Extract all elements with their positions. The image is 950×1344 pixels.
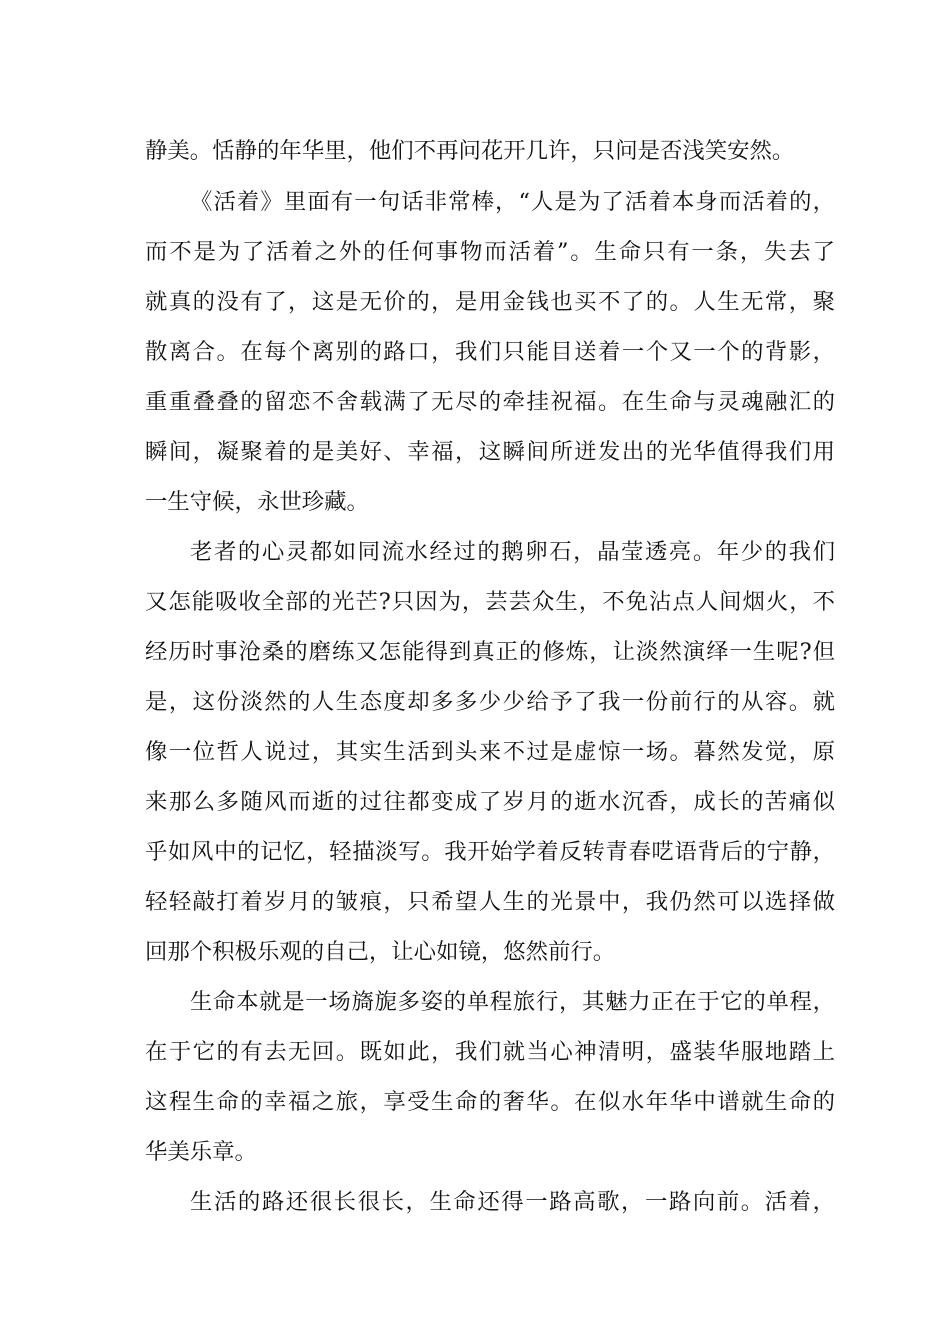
paragraph-first-line: 生命本就是一场旖旎多姿的单程旅行，其魅力正在于它的单程， xyxy=(190,989,835,1015)
text-line: 像一位哲人说过，其实生活到头来不过是虚惊一场。暮然发觉，原 xyxy=(145,739,835,765)
text-line: 经历时事沧桑的磨练又怎能得到真正的修炼，让淡然演绎一生呢?但 xyxy=(145,639,835,665)
text-line: 轻轻敲打着岁月的皱痕，只希望人生的光景中，我仍然可以选择做 xyxy=(145,889,835,915)
text-line: 静美。恬静的年华里，他们不再问花开几许，只问是否浅笑安然。 xyxy=(145,138,795,164)
text-line: 乎如风中的记忆，轻描淡写。我开始学着反转青春呓语背后的宁静， xyxy=(145,839,835,865)
text-line: 回那个积极乐观的自己，让心如镜，悠然前行。 xyxy=(145,939,616,965)
text-line: 重重叠叠的留恋不舍载满了无尽的牵挂祝福。在生命与灵魂融汇的 xyxy=(145,389,835,415)
text-line: 而不是为了活着之外的任何事物而活着”。生命只有一条，失去了 xyxy=(145,239,835,265)
paragraph-first-line: 生活的路还很长很长，生命还得一路高歌，一路向前。活着， xyxy=(190,1189,835,1215)
paragraph-first-line: 老者的心灵都如同流水经过的鹅卵石，晶莹透亮。年少的我们 xyxy=(190,539,835,565)
text-line: 来那么多随风而逝的过往都变成了岁月的逝水沉香，成长的苦痛似 xyxy=(145,789,835,815)
text-line: 这程生命的幸福之旅，享受生命的奢华。在似水年华中谱就生命的 xyxy=(145,1089,835,1115)
text-line: 又怎能吸收全部的光芒?只因为，芸芸众生，不免沾点人间烟火，不 xyxy=(145,589,835,615)
text-line: 华美乐章。 xyxy=(145,1139,257,1165)
text-line: 在于它的有去无回。既如此，我们就当心神清明，盛装华服地踏上 xyxy=(145,1039,835,1065)
text-line: 散离合。在每个离别的路口，我们只能目送着一个又一个的背影， xyxy=(145,339,835,365)
text-line: 一生守候，永世珍藏。 xyxy=(145,489,369,515)
text-line: 瞬间，凝聚着的是美好、幸福，这瞬间所迸发出的光华值得我们用 xyxy=(145,439,835,465)
text-line: 就真的没有了，这是无价的，是用金钱也买不了的。人生无常，聚 xyxy=(145,289,835,315)
text-line: 是，这份淡然的人生态度却多多少少给予了我一份前行的从容。就 xyxy=(145,689,835,715)
paragraph-first-line: 《活着》里面有一句话非常棒，“人是为了活着本身而活着的， xyxy=(190,189,835,215)
